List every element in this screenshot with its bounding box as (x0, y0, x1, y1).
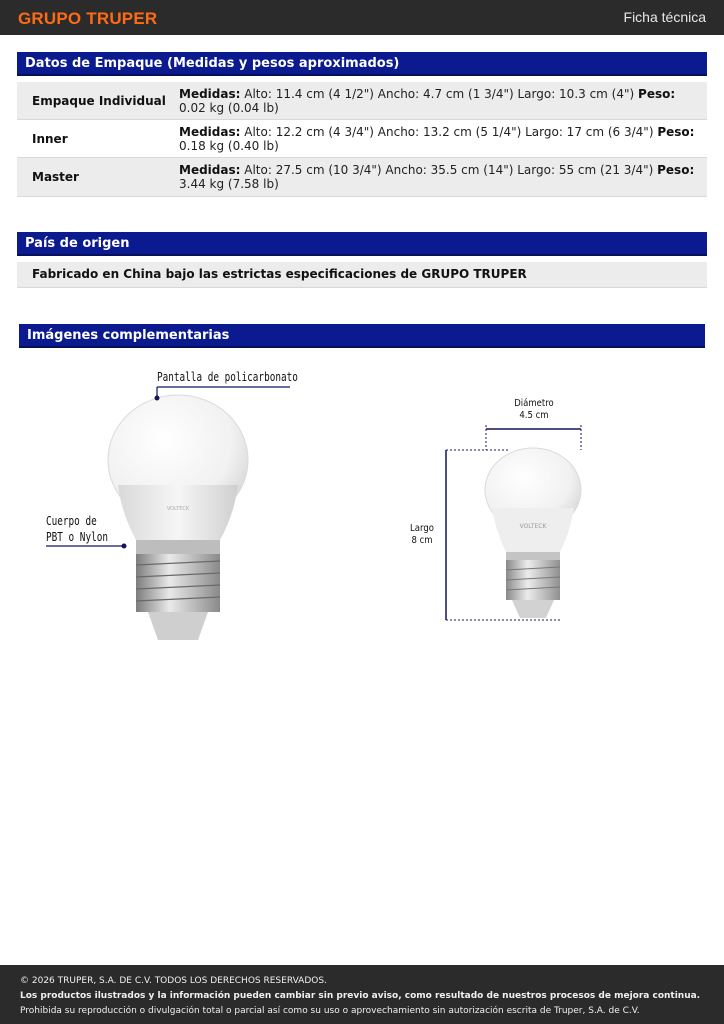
pack-description (179, 158, 707, 196)
footer-copyright: © 2026 TRUPER, S.A. DE C.V. TODOS LOS DERECHOS RESERVADOS. (20, 976, 327, 986)
top-bar (0, 0, 724, 35)
pack-name: Master (32, 170, 79, 184)
bulb-illustration-left (40, 365, 300, 655)
images-section-heading: Imágenes complementarias (19, 324, 705, 348)
peso-value: 0.02 kg (0.04 lb) (179, 100, 279, 115)
footer-notice: Los productos ilustrados y la información pueden cambiar sin previo aviso, como resultado de nuestros procesos de mejora continua. (20, 991, 701, 1001)
medidas-label: Medidas: (179, 124, 241, 139)
origin-section-heading: País de origen (17, 232, 707, 256)
medidas-label: Medidas: (179, 163, 241, 177)
packaging-section-heading: Datos de Empaque (Medidas y pesos aproximados) (17, 52, 707, 76)
label-pantalla: Pantalla de policarbonato (157, 370, 298, 384)
peso-label: Peso: (657, 124, 695, 139)
diametro-label: Diámetro (514, 398, 554, 409)
footer (0, 965, 724, 1024)
medidas-value: Alto: 11.4 cm (4 1/2") Ancho: 4.7 cm (1 3/4") Largo: 10.3 cm (4") (244, 86, 635, 101)
packaging-table (17, 82, 707, 197)
table-row (17, 82, 707, 120)
largo-value: 8 cm (411, 535, 433, 546)
label-cuerpo-line1: Cuerpo de (46, 514, 97, 528)
peso-value: 3.44 kg (7.58 lb) (179, 177, 279, 191)
origin-text: Fabricado en China bajo las estrictas especificaciones de GRUPO TRUPER (17, 262, 707, 288)
bulb-dimensions-diagram (440, 420, 600, 630)
medidas-label: Medidas: (179, 86, 241, 101)
peso-value: 0.18 kg (0.40 lb) (179, 138, 279, 153)
diametro-value: 4.5 cm (519, 410, 549, 421)
pack-description (179, 82, 707, 120)
peso-label: Peso: (638, 86, 676, 101)
bulb-brand-mark: VOLTECK (166, 506, 190, 512)
table-row (17, 158, 707, 197)
bulb-brand-mark-small: VOLTECK (519, 523, 547, 530)
table-row (17, 120, 707, 158)
pack-description (179, 120, 707, 158)
medidas-value: Alto: 27.5 cm (10 3/4") Ancho: 35.5 cm (14") Largo: 55 cm (21 3/4") (244, 163, 654, 177)
truper-logo[interactable]: GRUPO TRUPER (18, 9, 158, 28)
pack-name: Inner (32, 131, 68, 146)
label-cuerpo-line2: PBT o Nylon (46, 530, 108, 544)
peso-label: Peso: (657, 163, 695, 177)
page-title: Ficha técnica (623, 9, 706, 25)
largo-label: Largo (410, 523, 434, 534)
footer-prohibition: Prohibida su reproducción o divulgación total o parcial así como su uso o aprovechamiento sin autorización escrita de Truper, S.A. de C.V. (20, 1006, 640, 1016)
medidas-value: Alto: 12.2 cm (4 3/4") Ancho: 13.2 cm (5 1/4") Largo: 17 cm (6 3/4") (244, 124, 654, 139)
pack-name: Empaque Individual (32, 93, 166, 108)
